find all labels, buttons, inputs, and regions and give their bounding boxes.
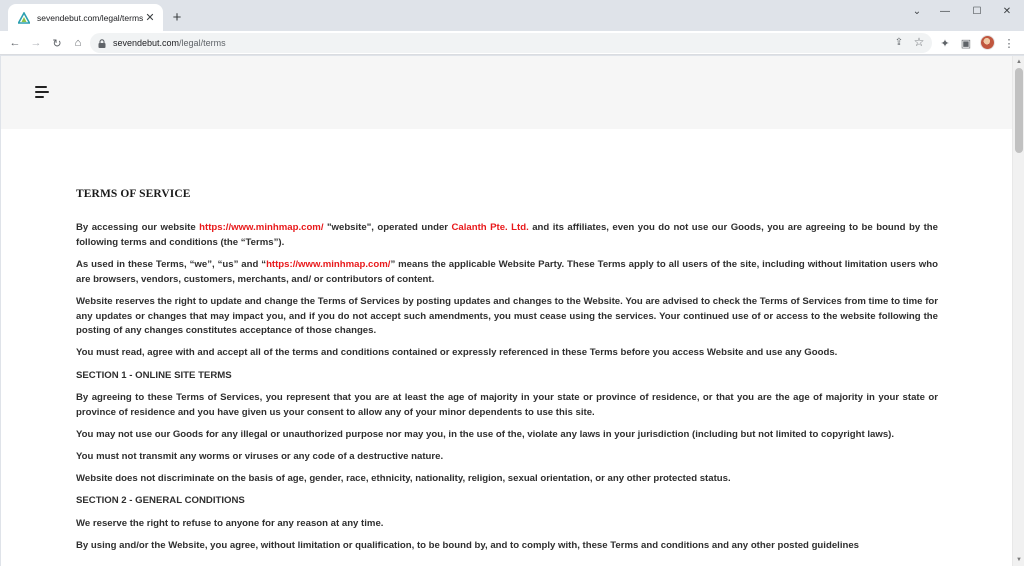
browser-tab-active[interactable]	[8, 4, 163, 31]
browser-toolbar	[0, 31, 1024, 55]
back-arrow-icon[interactable]: ←	[9, 37, 21, 49]
triangle-logo-icon	[18, 12, 30, 24]
section-2-heading: SECTION 2 - GENERAL CONDITIONS	[76, 495, 245, 507]
window-close-icon[interactable]: ✕	[1002, 5, 1012, 17]
paragraph-updates: Website reserves the right to update and change the Terms of Services by posting updates and changes to the Website. You are advised to check the Terms of Services from time to time for any updates or changes that may impact you, and if you do not accept such amendments, you must cease using the services. Your continued use of or access to the website following the posting of any changes constitutes acceptance of those changes.	[76, 295, 938, 337]
share-icon[interactable]: ⇪	[894, 36, 904, 48]
url-path: /legal/terms	[179, 38, 226, 48]
section-1-heading: SECTION 1 - ONLINE SITE TERMS	[76, 369, 232, 381]
new-tab-button[interactable]: +	[172, 8, 182, 26]
url-text	[113, 38, 226, 48]
paragraph-intro: By accessing our website https://www.minhmap.com/ "website", operated under Calanth Pte. Ltd. and its affiliates, even you do not use our Goods, you are agreeing to be bound by the following terms and conditions (the “Terms”).	[76, 222, 939, 248]
browser-menu-icon[interactable]: ⋮	[1003, 37, 1015, 50]
extensions-puzzle-icon[interactable]: ✦	[940, 37, 950, 50]
profile-avatar[interactable]	[980, 35, 995, 50]
paragraph-discrimination: Website does not discriminate on the basis of age, gender, race, ethnicity, nationality, religion, sexual orientation, or any other protected status.	[76, 473, 731, 485]
tab-search-icon[interactable]: ⌄	[912, 5, 922, 17]
paragraph-definitions: As used in these Terms, “we”, “us” and “https://www.minhmap.com/” means the applicable Website Party. These Terms apply to all users of the site, including without limitation users who are browsers, vendors, customers, merchants, and/ or contributors of content.	[76, 258, 938, 285]
maximize-icon[interactable]: ☐	[972, 5, 982, 17]
reload-icon[interactable]: ↻	[52, 37, 62, 50]
url-host: sevendebut.com	[113, 38, 180, 48]
home-icon[interactable]: ⌂	[74, 37, 82, 49]
paragraph-using-website: By using and/or the Website, you agree, without limitation or qualification, to be bound by, and to comply with, these Terms and conditions and any other posted guidelines	[76, 539, 860, 551]
bookmark-star-icon[interactable]: ☆	[913, 35, 925, 49]
page-scrollbar[interactable]	[1012, 56, 1024, 566]
page-viewport	[1, 56, 1012, 566]
scroll-up-icon[interactable]: ▲	[1016, 59, 1022, 65]
page-title: TERMS OF SERVICE	[76, 188, 191, 200]
website-link-2[interactable]: https://www.minhmap.com/	[266, 258, 391, 270]
paragraph-illegal-use: You may not use our Goods for any illegal or unauthorized purpose nor may you, in the use of the, violate any laws in your jurisdiction (including but not limited to copyright laws).	[76, 428, 895, 440]
hamburger-menu-icon[interactable]	[35, 86, 49, 98]
forward-arrow-icon[interactable]: →	[30, 37, 42, 49]
site-header	[1, 56, 1012, 129]
website-link[interactable]: https://www.minhmap.com/	[199, 222, 324, 233]
tab-close-icon[interactable]: ✕	[145, 12, 155, 24]
scroll-thumb[interactable]	[1015, 68, 1023, 153]
paragraph-age: By agreeing to these Terms of Services, you represent that you are at least the age of majority in your state or province of residence, or that you are the age of majority in your state or province of residence and you have given us your consent to allow any of your minor dependents to use this site.	[76, 391, 938, 418]
side-panel-icon[interactable]: ▣	[960, 37, 972, 50]
address-bar[interactable]	[90, 33, 932, 53]
paragraph-acceptance: You must read, agree with and accept all of the terms and conditions contained or expressly referenced in these Terms before you access Website and use any Goods.	[76, 347, 838, 359]
minimize-icon[interactable]: —	[940, 5, 950, 17]
lock-icon	[98, 39, 106, 48]
company-name-link[interactable]: Calanth Pte. Ltd.	[451, 222, 529, 233]
paragraph-viruses: You must not transmit any worms or viruses or any code of a destructive nature.	[76, 450, 444, 462]
tab-strip	[0, 0, 1024, 31]
terms-content	[76, 188, 938, 561]
scroll-down-icon[interactable]: ▼	[1016, 557, 1022, 563]
tab-title: sevendebut.com/legal/terms	[37, 12, 143, 23]
paragraph-refuse: We reserve the right to refuse to anyone for any reason at any time.	[76, 517, 384, 529]
